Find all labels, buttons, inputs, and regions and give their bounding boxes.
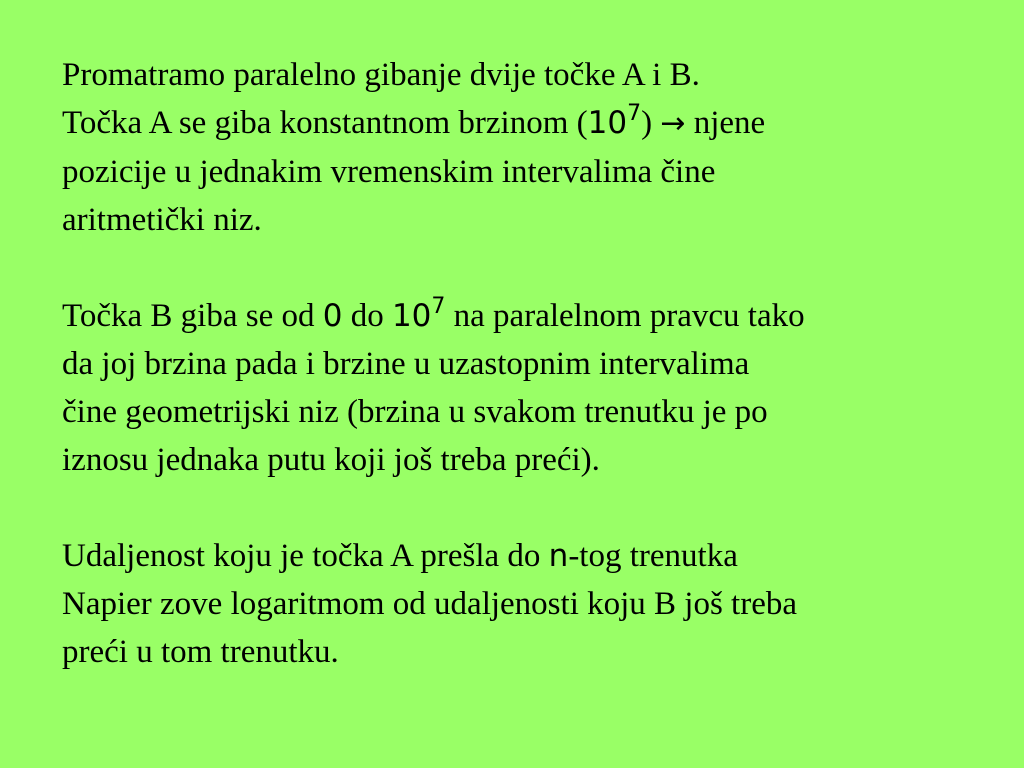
text-line: aritmetički niz. <box>62 202 262 238</box>
text-line: Promatramo paralelno gibanje dvije točke A i B. <box>62 57 700 93</box>
slide-text <box>62 51 982 676</box>
exponent: 7 <box>627 101 642 126</box>
text-fragment: -tog trenutka <box>568 538 738 574</box>
text-fragment: Udaljenost koju je točka A prešla do <box>62 538 541 574</box>
text-fragment: njene <box>693 105 766 141</box>
number-ten: 10 <box>587 105 628 141</box>
text-fragment: Točka B giba se od <box>62 298 315 334</box>
text-line <box>62 292 982 340</box>
paragraph-point-b <box>62 292 982 484</box>
number-zero: 0 <box>322 298 343 334</box>
paragraph-intro <box>62 51 982 244</box>
variable-n: n <box>548 538 569 574</box>
number-ten: 10 <box>391 298 432 334</box>
paragraph-napier <box>62 532 982 676</box>
text-line: Napier zove logaritmom od udaljenosti koju B još treba <box>62 586 798 622</box>
right-arrow-icon: → <box>660 106 686 141</box>
text-line: čine geometrijski niz (brzina u svakom trenutku je po <box>62 394 768 430</box>
text-line: da joj brzina pada i brzine u uzastopnim intervalima <box>62 346 750 382</box>
text-fragment: na paralelnom pravcu tako <box>453 298 805 334</box>
text-fragment: ) <box>641 105 653 141</box>
text-line: pozicije u jednakim vremenskim intervalima čine <box>62 154 716 190</box>
exponent: 7 <box>431 294 446 319</box>
text-line <box>62 99 982 148</box>
text-line: iznosu jednaka putu koji još treba preći). <box>62 442 600 478</box>
text-fragment: Točka A se giba konstantnom brzinom ( <box>62 105 588 141</box>
text-line <box>62 532 982 580</box>
text-line: preći u tom trenutku. <box>62 634 339 670</box>
text-fragment: do <box>350 298 384 334</box>
